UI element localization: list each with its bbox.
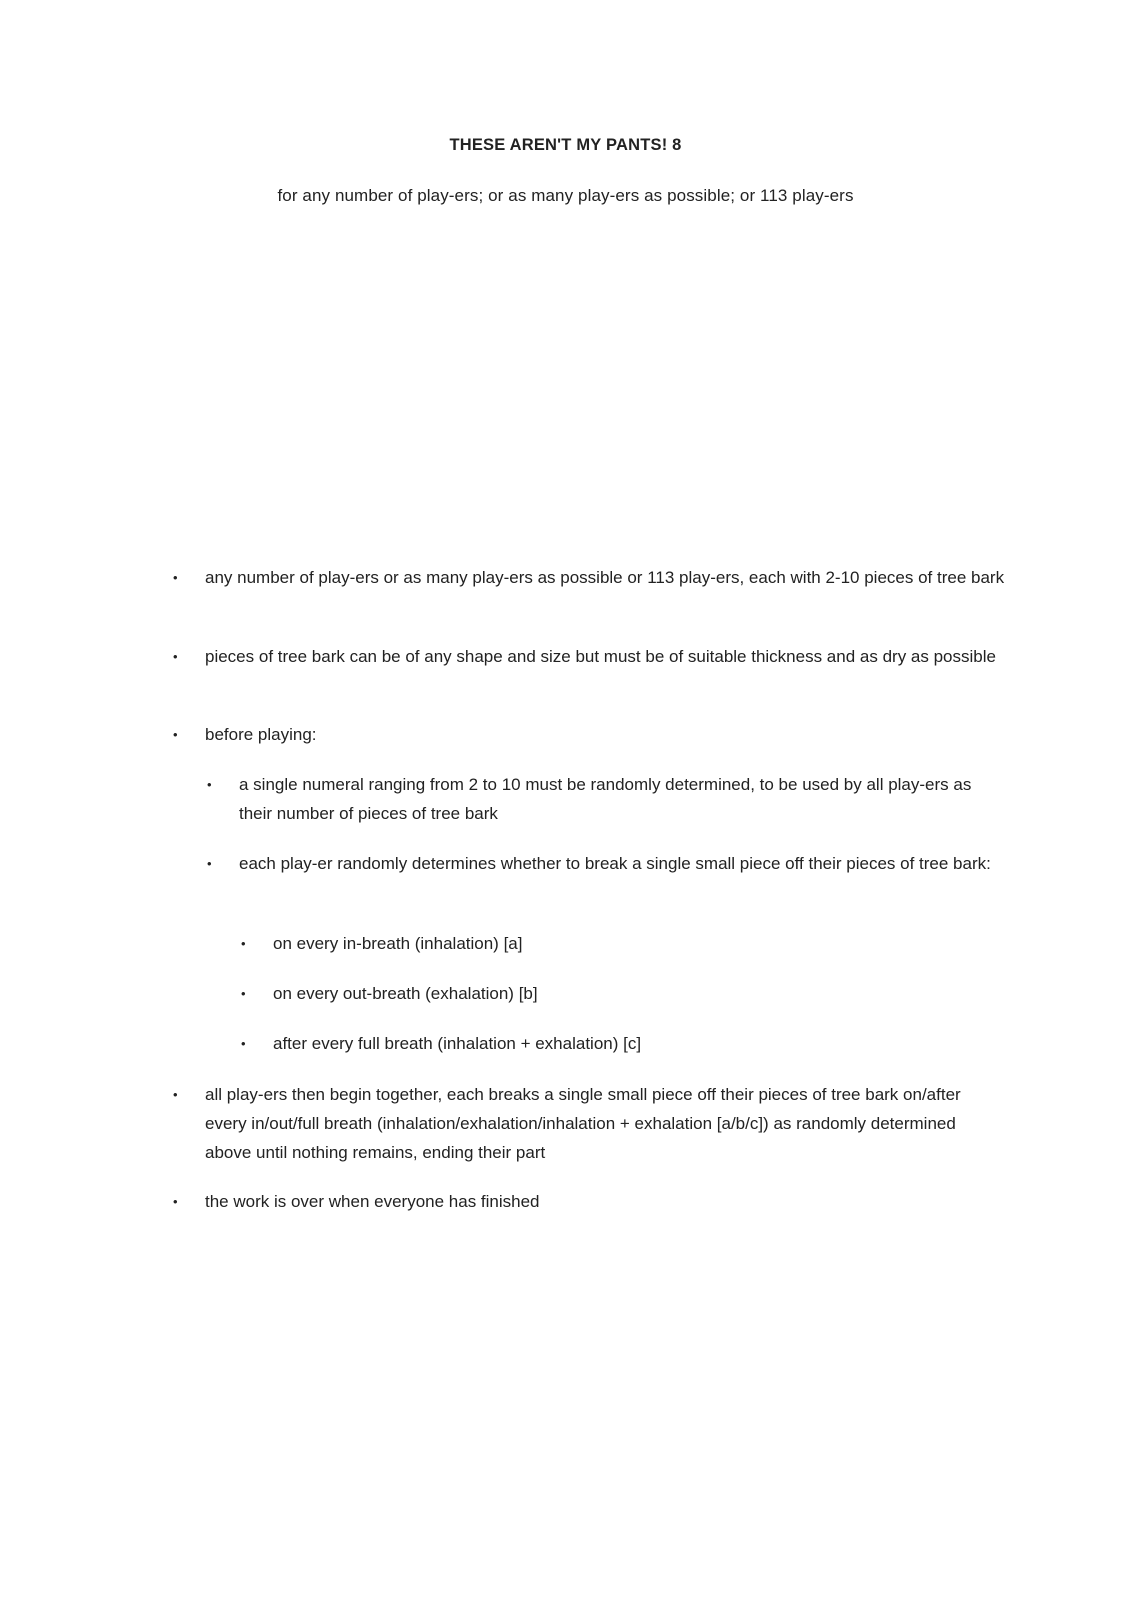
list-item-text: any number of play-ers or as many play-ers as possible or 113 play-ers, each with 2-10 pieces of tree bark: [205, 568, 1005, 587]
bullet-icon: •: [241, 936, 246, 951]
bullet-icon: •: [173, 649, 178, 664]
list-item-text: pieces of tree bark can be of any shape and size but must be of suitable thickness and as dry as possible: [205, 647, 996, 666]
document-title: THESE AREN'T MY PANTS! 8: [449, 136, 682, 154]
list-item: [207, 770, 1005, 828]
bullet-icon: •: [173, 727, 178, 742]
list-item: [241, 1029, 1005, 1058]
list-item: [173, 1080, 1005, 1167]
list-item-text: before playing:: [205, 725, 317, 744]
bullet-icon: •: [241, 986, 246, 1001]
list-item: [173, 1187, 1005, 1216]
bullet-icon: •: [173, 1087, 178, 1102]
list-item-text: a single numeral ranging from 2 to 10 must be randomly determined, to be used by all play-ers as their number of pieces of tree bark: [239, 775, 972, 823]
bullet-icon: •: [173, 570, 178, 585]
list-item-text: on every out-breath (exhalation) [b]: [273, 984, 538, 1003]
bullet-icon: •: [173, 1194, 178, 1209]
list-item-text: the work is over when everyone has finished: [205, 1192, 540, 1211]
bullet-icon: •: [241, 1036, 246, 1051]
list-item: [241, 979, 1005, 1008]
document-subtitle: for any number of play-ers; or as many play-ers as possible; or 113 play-ers: [277, 186, 854, 205]
list-item-text: on every in-breath (inhalation) [a]: [273, 934, 523, 953]
list-item: [173, 642, 1005, 671]
list-item-text: each play-er randomly determines whether to break a single small piece off their pieces of tree bark:: [239, 854, 991, 873]
list-item: [207, 849, 1005, 878]
list-item-text: all play-ers then begin together, each breaks a single small piece off their pieces of tree bark on/after every in/out/full breath (inhalation/exhalation/inhalation + exhalation [a/b/c]) as randomly determined above until nothing remains, ending their part: [205, 1085, 961, 1162]
list-item: [241, 929, 1005, 958]
list-item: [173, 563, 1005, 592]
bullet-icon: •: [207, 777, 212, 792]
list-item: [173, 720, 1005, 749]
list-item-text: after every full breath (inhalation + exhalation) [c]: [273, 1034, 642, 1053]
bullet-icon: •: [207, 856, 212, 871]
